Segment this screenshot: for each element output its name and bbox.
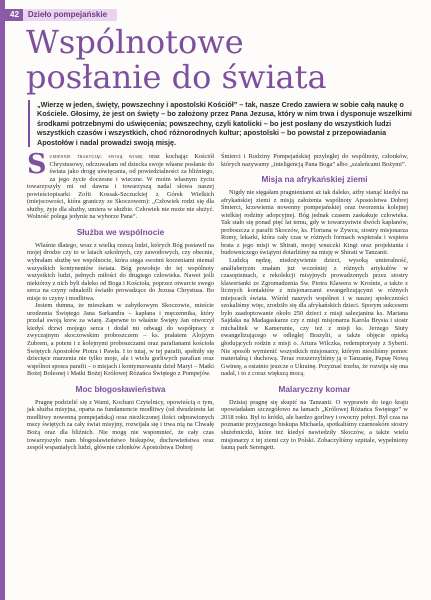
paragraph: Ludzką nędzę, niedożywienie dzieci, wysoką umieralność, analfabetyzm znałam już wcześniej z różnych artykułów w czasopismach, z rekolekcji misyjnych prowadzonych przez siostry klawerianki ze Zgromadzenia Św. Piotra Klawera w Krośnie, a także z licznych kontaktów z misjonarzami ewangelizującymi w różnych miejscach świata. Wśród naszych wspólnot i w naszej społeczności szokaliśmy więc, zrodziło się dla afrykańskich dzieci. Sporym sukcesem było zaadoptowanie około 250 dzieci z misji salezjanina ks. Mariana Sajdaka na Madagaskarze czy z misji misjonarza Karola Brysia i siostr michalitek w Kamerunie, czy też z misji ks. Jerzego Siuty ewangelizującego w odległej Brazylii, a także objęcie opieką głodujących rodzin z misji o. Artura Wilczka, redemptorysty z Syberii. Nie sposób wymienić wszystkich misjonarzy, którym niesiliśmy pomoc materialną i duchową. Teraz rozszerzyliśmy ją o Tanzanię, Papuę Nową Gwineę, a ostatnio jeszcze o Ukrainę. Przyznać trzeba, że rozwija się ona nadal, i to z coraz większą mocą. bbox=[221, 257, 408, 378]
paragraph: Jestem dumna, że mieszkam w zabytkowym Skoczowie, mieście urodzenia Świętego Jana Sarkandra – kapłana i męczennika, który przelał swoją krew za wiarę. Zapewne to właśnie Święty Jan otworzył kiedyś drzwi mojego serca i dodał mi odwagi do współpracy z zwyczajnym skoczowskim proboszczem – ks. prałatem Alojzym Zubrem, a potem i z kolejnymi proboszczami oraz parafianami kościoła Świętych Apostołów Piotra i Pawła. I to tutaj, w tej parafii, spełniły się dziecięce marzenia nie tylko moje, ale i wielu gorliwych parafian oraz wspólnot sposra parafii – o misjach i kontynuowaniu dzieł Maryi – Matki Bożej Bolesnej i Matki Bożej Królowej Różańca Świętego z Pompejów. bbox=[27, 302, 214, 378]
title-line-1: Wspólnotowe bbox=[26, 23, 244, 61]
section-heading-moc: Moc błogosławieństwa bbox=[75, 383, 166, 394]
right-column bbox=[221, 153, 408, 452]
paragraph: Dzisiaj pragnę się skupić na Tanzanii. O wyprawie do tego kraju opowiadałam szczegółowo na łamach „Królowej Różańca Świętego” w 2018 roku. Był to krótki, ale bardzo gorliwy i owocny pobyt. Był czas na poznanie przyjaznego biskupa Michaela, spotkaliśmy czarnoskóre siostry służebniczki, które też kiedyś nawiedziły Skoczów, a także wielu misjonarzy z tej ziemi czy to Polski. Zobaczyliśmy szpitale, wypełniony fauną park Serengeti. bbox=[221, 398, 408, 452]
section-heading-misja: Misja na afrykańskiej ziemi bbox=[261, 174, 368, 185]
section-heading-komar: Malaryczny komar bbox=[278, 383, 351, 394]
article-title bbox=[26, 25, 406, 95]
drop-cap: S bbox=[27, 149, 47, 180]
rubric-label: Dzieło pompejańskie bbox=[23, 9, 117, 21]
paragraph: Pragnę podzielić się z Wami, Kochani Czytelnicy, opowieścią o tym, jak służba misyjna, oparta na fundamencie modlitwy (od dwudziestu lat modlitwy nowenną pompejańską) oraz niezliczonej ilości odprawionych mszy świętych za cały świat misyjny, rozwijała się i trwa nią na Chwałę Bożą oraz dla bliźnich. Nie mogę nie wspomnieć, że cały czas towarzyszyło nam błogosławieństwo biskupów, duchowieństwa oraz zespół wspaniałych ludzi, głównie członków Apostolstwa Dobrej bbox=[27, 398, 214, 452]
paragraph: Nigdy nie sięgałam pragnieniami aż tak daleko, ażby stanąć kiedyś na afrykańskiej ziemi z misją założenia wspólnoty Apostolstwa Dobrej Śmierci, krzewienia nowenny pompejańskiej oraz tworzenia kolejnej wielkiej rodziny adopcyjnej. Bóg jednak czasem zaskakuje człowieka. Tak stało się ponad pięć lat temu, gdy w towarzystwie dwóch kapłanów, proboszcza z parafii Skoczów, ks. Floriana w Żywcu, siostry misjonarza Romy, lekarki, która cały czas w różnych formach wspierała i wspiera brata z jego misji w Shirati, mojej wnuczki Kingi oraz projektanta i budowniczego świątyni dotarliśmy na misję w Shirati w Tanzanii. bbox=[221, 189, 408, 257]
intro-smallcaps: umiennie traktując swoją wiarę bbox=[49, 153, 143, 160]
intro-text: oraz kochając Kościół Chrystusowy, odczuwałam od dziecka swoje własne posłanie do świata jako drogę uświęcania, od powiedzialności za bliźniego, za jego życie doczesne i wieczne. W moim własnym życiu towarzyszyły mi od dawna i towarzyszą nadal słowa naszej powieściopisarki Zofii Kossak-Szczuckiej z Górek Wielkich (miejscowości, która graniczy ze Skoczowem): „Człowiek rodzi się dla służby, żyje dla służby, umiera w służbie. Człowiek nie może nie służyć. Wolność polega jedynie na wyborze Pana”. bbox=[27, 153, 215, 221]
page-number: 42 bbox=[0, 9, 23, 21]
page-header bbox=[0, 9, 117, 21]
left-column bbox=[27, 149, 215, 452]
paragraph-continued: Śmierci i Rodziny Pompejańskiej przyległej do wspólnoty, członków, których nazywamy „inteligencją Pana Boga” albo „szaleńcami Bożymi”. bbox=[221, 153, 408, 168]
purple-edge-strip bbox=[0, 0, 5, 600]
lead-paragraph: „Wierzę w jeden, święty, powszechny i apostolski Kościół” – tak, nasze Credo zawiera w sobie całą naukę o Kościele. Głosimy, że jest on święty – bo założony przez Pana Jezusa, który w nim trwa i dysponuje wszelkimi środkami potrzebnymi do uświęcenia; powszechny, czyli katolicki – bo jest posłany do wszystkich ludzi wszystkich czasów i wszystkich, choć różnorodnych kultur; apostolski – bo powstał z przepowiadania Apostołów i nadal prowadzi swoją misję. bbox=[28, 100, 417, 147]
intro-paragraph bbox=[27, 149, 215, 221]
paragraph: Właśnie dlatego, wraz z wielką rzeszą ludzi, których Bóg postawił na mojej drodze czy to w latach szkolnych, czy zawodowych, czy obecnie, wybrałam służbę we wspólnocie, która sięga swoimi korzeniami niemal wszystkich kontynentów świata. Bóg powołuje do tej wspólnoty wszystkich ludzi, pełnych miłości do drugiego człowieka. Nawet jeśli niektórzy z nich byli daleko od Boga i Kościoła, poprzez otwarcie swego serca na czyny odnaleźli światło prowadzące do Jezusa Chrystusa. Bo misje to czyny i modlitwa. bbox=[27, 241, 214, 302]
section-heading-sluzba: Służba we wspólnocie bbox=[76, 226, 165, 237]
title-line-2: posłanie do świata bbox=[26, 58, 327, 96]
